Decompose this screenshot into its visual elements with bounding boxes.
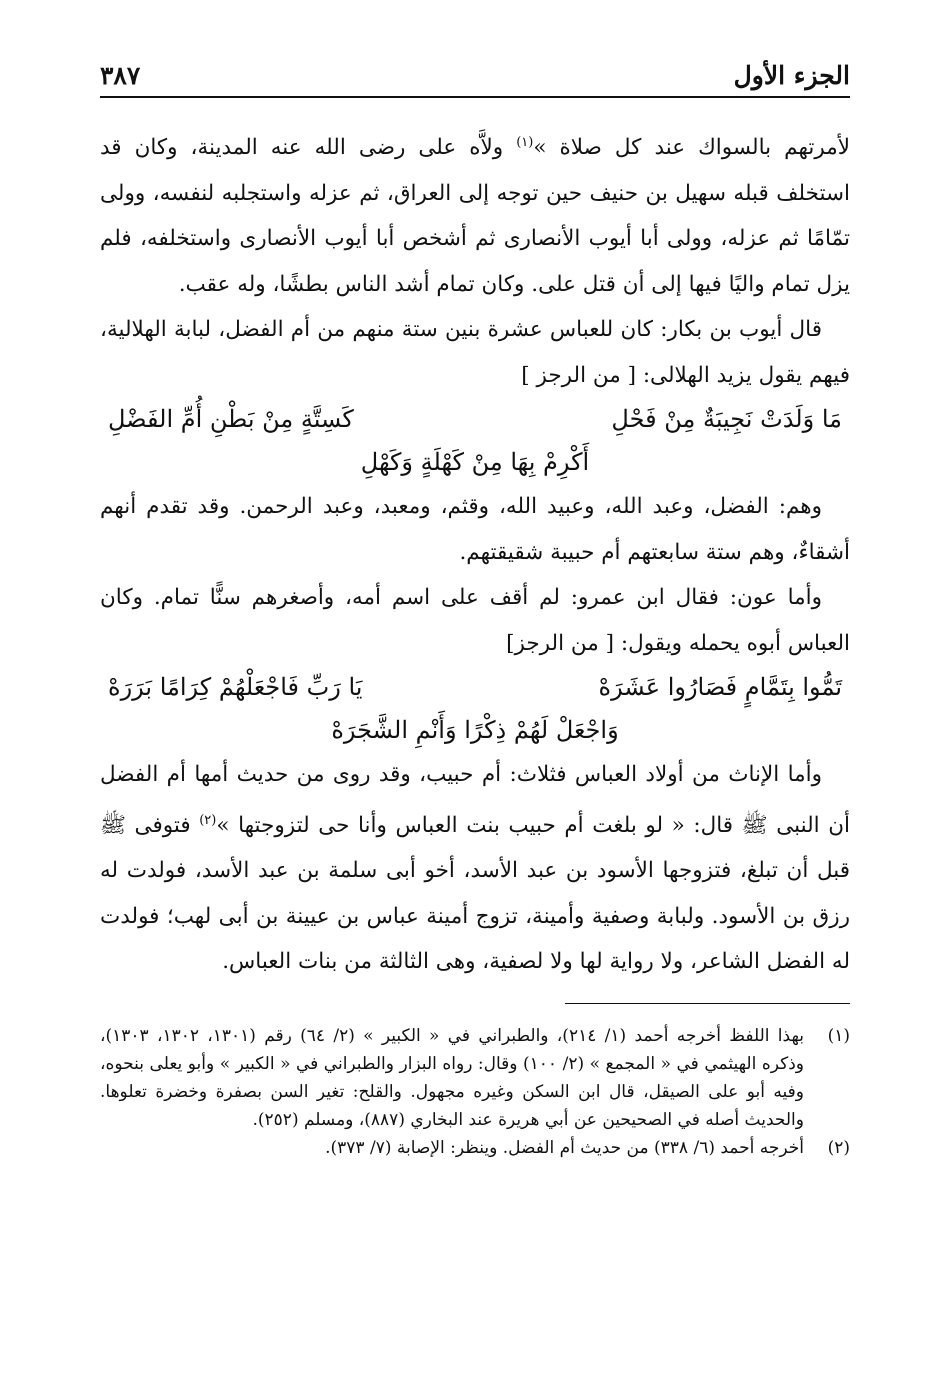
meter-label-1: [ من الرجز ]: [521, 362, 636, 388]
paragraph-5: [100, 752, 850, 985]
footnotes: [100, 1022, 850, 1162]
poem-1-line-2: أَكْرِمْ بِهَا مِنْ كَهْلَةٍ وَكَهْلِ: [360, 448, 590, 477]
footnote-1-number: (١): [827, 1025, 850, 1046]
poem-2-line-2: وَاجْعَلْ لَهُمْ ذِكْرًا وَأَنْمِ الشَّجَرَهْ: [331, 716, 619, 745]
paragraph-4-text: وأما عون: فقال ابن عمرو: لم أقف على اسم أمه، وأصغرهم سنًّا تمام. وكان العباس أبوه يحمله ويقول:: [100, 585, 850, 656]
poem-2: [100, 666, 850, 752]
footnote-1-text: بهذا اللفظ أخرجه أحمد (١/ ٢١٤)، والطبراني في « الكبير » (٢/ ٦٤) رقم (١٣٠١، ١٣٠٢، ١٣٠٣)، وذكره الهيثمي في « المجمع » (٢/ ١٠٠) وقال: رواه البزار والطبراني في « الكبير » وأبو يعلى بنحوه، وفيه أبو على الصيقل، قال ابن السكن وغيره مجهول. والقلح: تغير السن بصفرة وخضرة تعلوها. والحديث أصله في الصحيحين عن أبي هريرة عند البخاري (٨٨٧)، ومسلم (٢٥٢).: [100, 1025, 805, 1130]
footnote-1: [100, 1022, 850, 1134]
paragraph-1: [100, 120, 850, 307]
poem-1-hemistich-right: مَا وَلَدَتْ نَجِيبَةٌ مِنْ فَحْلِ: [611, 405, 842, 434]
footnote-2: [100, 1134, 850, 1162]
book-page: [100, 50, 850, 1162]
footnote-2-text: أخرجه أحمد (٦/ ٣٣٨) من حديث أم الفضل. وينظر: الإصابة (٧/ ٣٧٣).: [325, 1137, 804, 1158]
paragraph-5-text: وأما الإناث من أولاد العباس فثلاث: أم حبيب، وقد روى من حديث أمها أم الفضل أن النبى ﷺ قال: « لو بلغت أم حبيب بنت العباس وأنا حى لتزوجتها »: [100, 762, 850, 838]
poem-1-hemistich-left: كَسِتَّةٍ مِنْ بَطْنِ أُمِّ الفَضْلِ: [108, 405, 354, 434]
main-text: [100, 120, 850, 985]
footnote-ref-2: (٢): [199, 812, 217, 828]
meter-label-2: [ من الرجز]: [506, 630, 614, 656]
paragraph-2: [100, 307, 850, 398]
paragraph-1-rest: ولاَّه على رضى الله عنه المدينة، وكان قد استخلف قبله سهيل بن حنيف حين توجه إلى العراق، ثم عزله واستجلبه لنفسه، وولى تمّامًا ثم عزله، وولى أبا أيوب الأنصارى ثم أشخص أبا أيوب الأنصارى واستخلفه، فلم يزل تمام واليًا فيها إلى أن قتل على. وكان تمام أشد الناس بطشًا، وله عقب.: [100, 135, 850, 297]
paragraph-5-rest: فتوفى ﷺ قبل أن تبلغ، فتزوجها الأسود بن عبد الأسد، أخو أبى سلمة بن عبد الأسد، فولدت له رزق بن الأسود. ولبابة وصفية وأمينة، تزوج أمينة عباس بن عيينة بن أبى لهب؛ فولدت له الفضل الشاعر، ولا رواية لها ولا لصفية، وهى الثالثة من بنات العباس.: [100, 812, 850, 975]
paragraph-4: [100, 575, 850, 666]
footnote-divider: [565, 1003, 850, 1004]
poem-2-hemistich-left: يَا رَبِّ فَاجْعَلْهُمْ كِرَامًا بَرَرَهْ: [108, 673, 363, 702]
poem-1: [100, 398, 850, 484]
page-number: ٣٨٧: [100, 61, 141, 90]
poem-2-hemistich-right: تَمُّوا بِتَمَّامٍ فَصَارُوا عَشَرَهْ: [598, 673, 842, 702]
paragraph-3: وهم: الفضل، وعبد الله، وعبيد الله، وقثم، ومعبد، وعبد الرحمن. وقد تقدم أنهم أشقاءٌ، وهم ستة سابعتهم أم حبيبة شقيقتهم.: [100, 494, 850, 565]
poem-1-line-1: [108, 398, 842, 441]
paragraph-1-text: لأمرتهم بالسواك عند كل صلاة »: [533, 135, 850, 161]
footnote-ref-1: (١): [516, 135, 534, 150]
poem-2-line-1: [108, 666, 842, 709]
footnote-2-number: (٢): [827, 1137, 850, 1158]
paragraph-2-text: قال أيوب بن بكار: كان للعباس عشرة بنين ستة منهم من أم الفضل، لبابة الهلالية، فيهم يقول يزيد الهلالى:: [100, 317, 850, 388]
volume-title: الجزء الأول: [733, 61, 850, 90]
running-header: [100, 50, 850, 98]
